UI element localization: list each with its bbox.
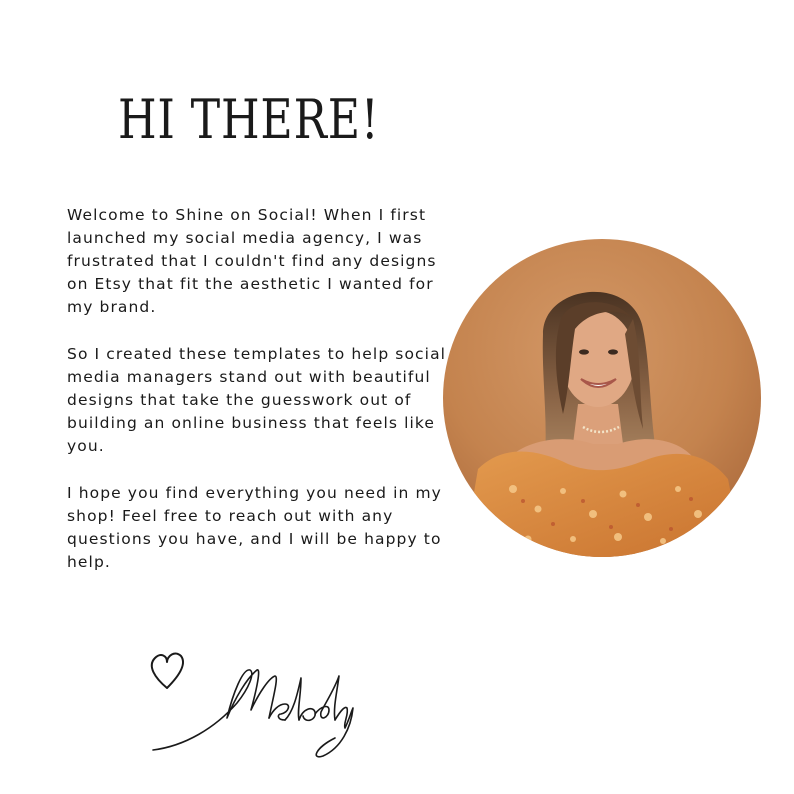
intro-text <box>67 204 447 598</box>
heart-icon <box>152 654 183 688</box>
paragraph-templates: So I created these templates to help social media managers stand out with beautiful designs that take the guesswork out of building an online business that feels like you. <box>67 345 447 455</box>
paragraph-contact: I hope you find everything you need in my shop! Feel free to reach out with any questions you have, and I will be happy to help. <box>67 484 442 571</box>
profile-photo <box>443 239 761 557</box>
signature <box>145 648 360 763</box>
portrait-illustration <box>443 239 761 557</box>
melody-signature-image <box>145 648 360 763</box>
page-title: HI THERE! <box>118 88 380 151</box>
handwritten-name <box>153 670 353 757</box>
paragraph-welcome: Welcome to Shine on Social! When I first launched my social media agency, I was frustrated that I couldn't find any designs on Etsy that fit the aesthetic I wanted for my brand. <box>67 206 437 316</box>
